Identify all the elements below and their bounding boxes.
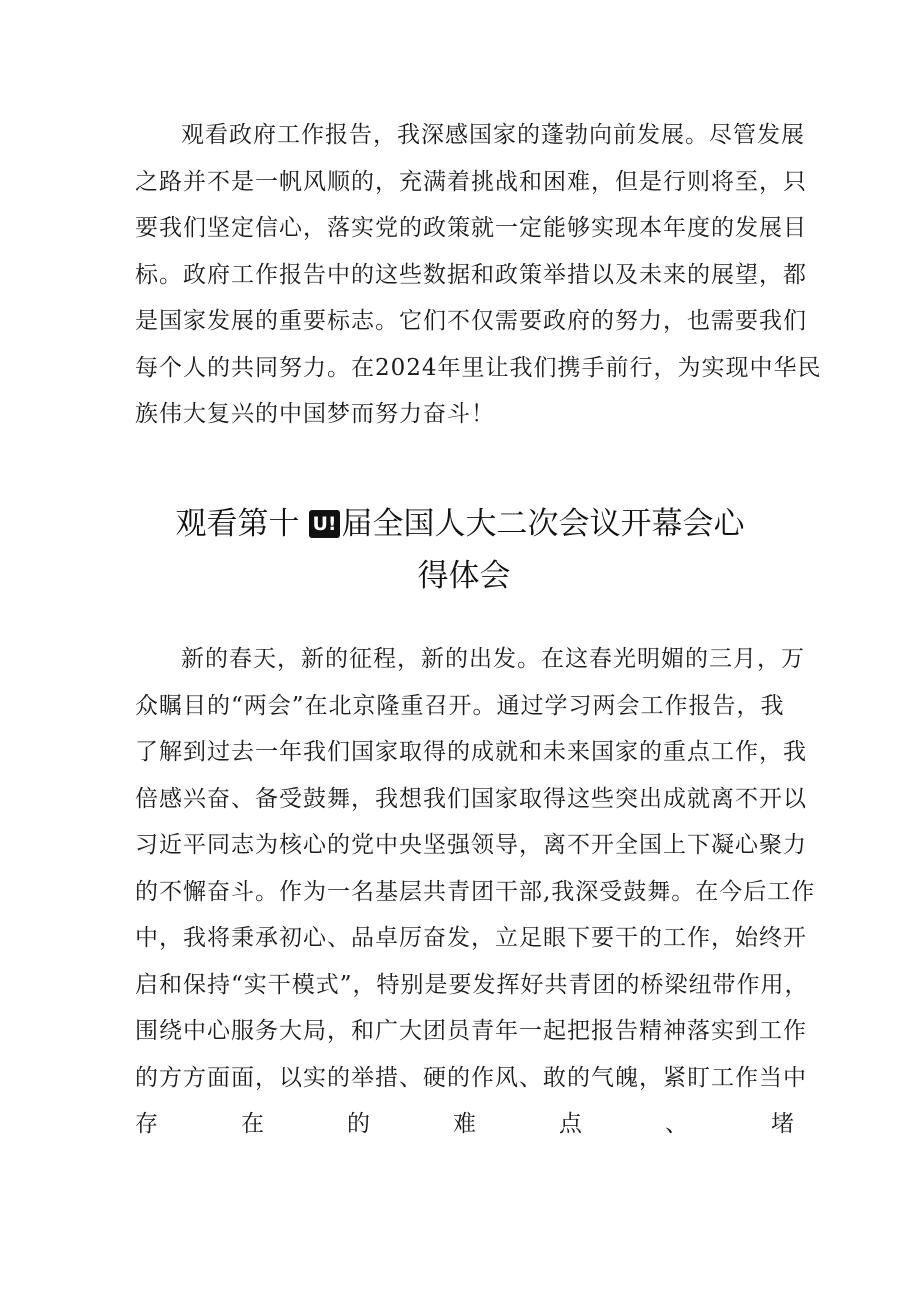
text-line: 标。政府工作报告中的这些数据和政策举措以及未来的展望，都 [135, 261, 807, 288]
text-line: 之路并不是一帆风顺的，充满着挑战和困难，但是行则将至，只 [135, 168, 807, 195]
text-line: 要我们坚定信心，落实党的政策就一定能够实现本年度的发展目 [135, 215, 807, 241]
text-line: 了解到过去一年我们国家取得的成就和未来国家的重点工作，我 [135, 739, 807, 765]
text-line: 的不懈奋斗。作为一名基层共青团干部,我深受鼓舞。在今后工作 [135, 878, 816, 905]
text-line: 新的春天，新的征程，新的出发。在这春光明媚的三月，万 [181, 646, 805, 672]
text-line: 的方方面面，以实的举措、硬的作风、敢的气魄，紧盯工作当中 [135, 1064, 807, 1091]
text-line: 每个人的共同努力。在2024年里让我们携手前行，为实现中华民 [135, 354, 822, 381]
justified-char: 堵 [771, 1111, 795, 1137]
text-line: 族伟大复兴的中国梦而努力奋斗！ [135, 401, 495, 427]
title-line-1 [0, 498, 920, 550]
justified-char: 、 [665, 1111, 689, 1137]
title-line-2: 得体会 [417, 558, 511, 594]
justified-char: 存 [135, 1111, 159, 1137]
text-line: 众瞩目的“两会”在北京隆重召开。通过学习两会工作报告，我 [135, 692, 785, 719]
text-line: 习近平同志为核心的党中央坚强领导，离不开全国上下凝心聚力 [135, 832, 807, 858]
text-line: 观看政府工作报告，我深感国家的蓬勃向前发展。尽管发展 [181, 122, 805, 148]
paragraph-reflection [135, 636, 816, 1148]
text-line: 中，我将秉承初心、品卓厉奋发，立足眼下要干的工作，始终开 [135, 925, 807, 951]
title-glyph-badge: U! [309, 510, 339, 538]
justified-char: 在 [241, 1111, 265, 1137]
text-line: 倍感兴奋、备受鼓舞，我想我们国家取得这些突出成就离不开以 [135, 785, 807, 812]
section-title [0, 498, 920, 602]
text-line: 启和保持“实干模式”，特别是要发挥好共青团的桥梁纽带作用， [135, 971, 809, 998]
justified-char: 点 [559, 1111, 583, 1137]
justified-char: 的 [347, 1111, 371, 1137]
title-text-before: 观看第十 [175, 506, 300, 542]
paragraph-government-report [135, 112, 822, 438]
justified-char: 难 [453, 1111, 477, 1137]
text-line-justified [135, 1101, 795, 1148]
title-text-after: 届全国人大二次会议开幕会心 [341, 506, 745, 542]
text-line: 是国家发展的重要标志。它们不仅需要政府的努力，也需要我们 [135, 308, 807, 334]
text-line: 围绕中心服务大局，和广大团员青年一起把报告精神落实到工作 [135, 1018, 807, 1044]
